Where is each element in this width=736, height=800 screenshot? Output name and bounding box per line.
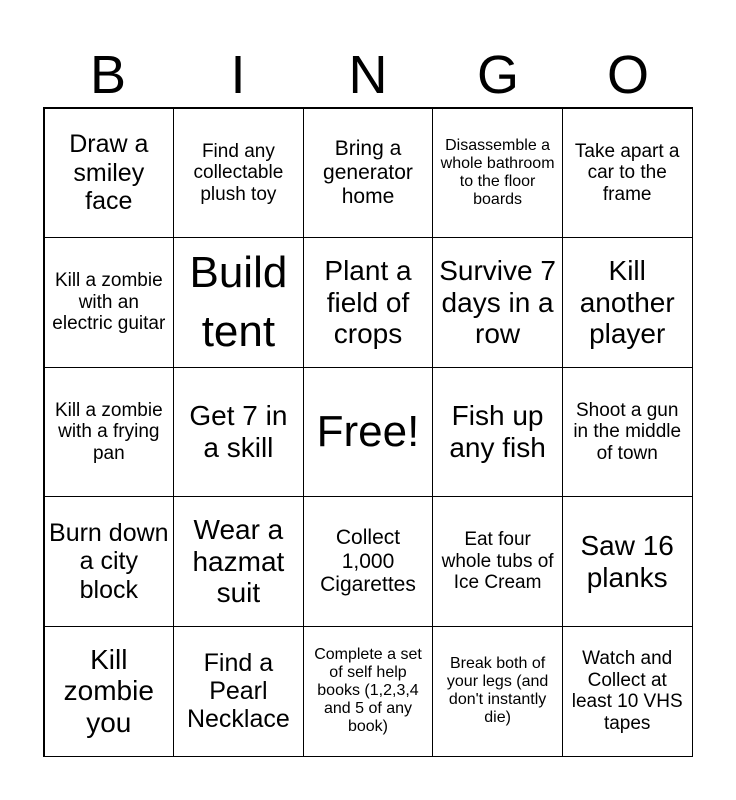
bingo-cell[interactable]: Bring a generator home	[303, 108, 434, 239]
bingo-header	[43, 42, 693, 108]
bingo-cell[interactable]: Plant a field of crops	[303, 237, 434, 368]
bingo-cell[interactable]: Wear a hazmat suit	[173, 496, 304, 627]
bingo-board	[43, 107, 693, 757]
header-letter-n: N	[348, 45, 388, 105]
bingo-cell[interactable]: Break both of your legs (and don't instantly die)	[432, 626, 563, 757]
header-letter-b: B	[89, 45, 127, 105]
bingo-cell[interactable]: Fish up any fish	[432, 367, 563, 498]
bingo-cell[interactable]: Kill zombie you	[44, 626, 175, 757]
bingo-cell[interactable]: Find a Pearl Necklace	[173, 626, 304, 757]
bingo-cell[interactable]: Take apart a car to the frame	[562, 108, 693, 239]
bingo-cell[interactable]: Shoot a gun in the middle of town	[562, 367, 693, 498]
free-space-cell[interactable]: Free!	[303, 367, 434, 498]
bingo-cell[interactable]: Find any collectable plush toy	[173, 108, 304, 239]
bingo-cell[interactable]: Collect 1,000 Cigarettes	[303, 496, 434, 627]
bingo-cell[interactable]: Burn down a city block	[44, 496, 175, 627]
header-letter-i: I	[230, 45, 246, 105]
bingo-cell[interactable]: Watch and Collect at least 10 VHS tapes	[562, 626, 693, 757]
bingo-cell[interactable]: Draw a smiley face	[44, 108, 175, 239]
bingo-cell[interactable]: Disassemble a whole bathroom to the floor boards	[432, 108, 563, 239]
bingo-cell[interactable]: Saw 16 planks	[562, 496, 693, 627]
header-letter-o: O	[606, 45, 649, 105]
bingo-cell[interactable]: Build tent	[173, 237, 304, 368]
bingo-cell[interactable]: Kill a zombie with an electric guitar	[44, 237, 175, 368]
header-letter-g: G	[476, 45, 519, 105]
bingo-cell[interactable]: Complete a set of self help books (1,2,3,4 and 5 of any book)	[303, 626, 434, 757]
bingo-cell[interactable]: Get 7 in a skill	[173, 367, 304, 498]
bingo-cell[interactable]: Eat four whole tubs of Ice Cream	[432, 496, 563, 627]
bingo-cell[interactable]: Survive 7 days in a row	[432, 237, 563, 368]
bingo-cell[interactable]: Kill another player	[562, 237, 693, 368]
bingo-cell[interactable]: Kill a zombie with a frying pan	[44, 367, 175, 498]
